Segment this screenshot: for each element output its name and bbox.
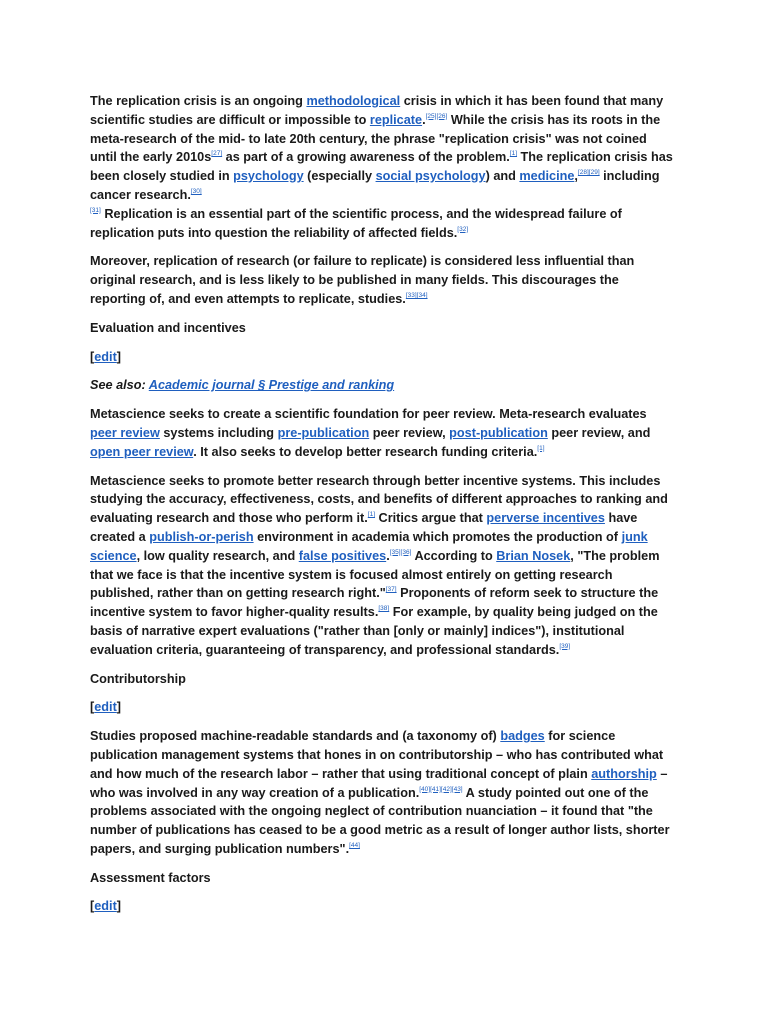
text-run: Metascience seeks to promote better research through better incentive systems. This includes studying the accuracy, effectiveness, costs, and benefits of different approaches to ranking and evaluating research and those who perform it. (90, 473, 668, 526)
citation-link[interactable]: [31] (90, 206, 101, 214)
citation-link[interactable]: [25][26] (425, 112, 448, 120)
text-run: systems including (159, 425, 278, 440)
citation-1 (537, 445, 544, 452)
text-run: The replication crisis is an ongoing (90, 94, 307, 108)
citation-link[interactable]: [33][34] (405, 291, 428, 299)
bracket: [ (90, 700, 95, 715)
text-run: including cancer research. (90, 169, 660, 202)
text-run: , (574, 169, 578, 184)
link-brian-nosek[interactable]: Brian Nosek (496, 548, 571, 563)
link-authorship[interactable]: authorship (591, 766, 657, 781)
edit-link[interactable]: edit (94, 899, 117, 914)
paragraph-replication-influence (90, 252, 675, 308)
text-run: . (386, 548, 390, 563)
citation-1 (368, 511, 375, 518)
citation-link[interactable]: [35][36] (389, 548, 412, 556)
text-run: crisis in which it has been found that many scientific studies are difficult or impossible to (90, 94, 664, 127)
edit-section-evaluation (90, 348, 675, 367)
citation-link[interactable]: [30] (190, 187, 202, 195)
text-run: peer review, (369, 425, 450, 440)
section-heading-assessment: Assessment factors (90, 870, 211, 885)
citation-25-26 (426, 113, 448, 120)
text-run: , "The problem that we face is that the incentive system is focused almost entirely on getting research published, rather than on getting research right." (90, 548, 660, 601)
link-false-positives[interactable]: false positives (298, 548, 387, 563)
text-run: According to (411, 548, 497, 563)
text-run: Moreover, replication of research (or failure to replicate) is considered less influential than original research, and is less likely to be published in many fields. This discourages the reporting of, and even attempts to replicate, studies. (90, 254, 635, 306)
bracket: [ (90, 899, 95, 914)
link-academic-journal-prestige[interactable]: Academic journal § Prestige and ranking (148, 378, 395, 393)
link-replicate[interactable]: replicate (369, 112, 423, 127)
text-run: The replication crisis has been closely studied in (90, 150, 673, 184)
link-publish-or-perish[interactable]: publish-or-perish (149, 529, 254, 544)
bracket: ] (116, 899, 122, 914)
text-run: . (422, 112, 426, 127)
link-peer-review[interactable]: peer review (90, 425, 160, 440)
citation-1 (510, 150, 517, 157)
citation-link[interactable]: [27] (211, 150, 223, 158)
text-run: ) and (485, 169, 520, 184)
text-run: for science publication management systems that hones in on contributorship – who has contributed what and how much of the research labor – rather that using traditional concept of plain (90, 729, 664, 781)
citation-33-34 (406, 292, 428, 299)
text-run: Critics argue that (375, 511, 487, 526)
text-run: Proponents of reform seek to structure the incentive system to favor higher-quality results. (90, 586, 659, 620)
link-open-peer-review[interactable]: open peer review (90, 444, 194, 459)
link-methodological[interactable]: methodological (306, 94, 401, 108)
citation-link[interactable]: [37] (385, 586, 397, 594)
text-run: Studies proposed machine-readable standards and (a taxonomy of) (90, 729, 501, 744)
section-heading-contributorship: Contributorship (90, 671, 186, 686)
text-run: Replication is an essential part of the scientific process, and the widespread failure of replication puts into question the reliability of affected fields. (90, 206, 622, 240)
citation-link[interactable]: [40][41][42][43] (419, 785, 463, 793)
edit-section-assessment (90, 897, 675, 916)
text-run: A study pointed out one of the problems associated with the ongoing neglect of contribution nuanciation – it found that "the number of publications has ceased to be a good metric as a result of longer author lists, shorter papers, and surging publication numbers". (90, 785, 670, 856)
text-run: For example, by quality being judged on the basis of narrative expert evaluations ("rather than [only or mainly] indices"), institutional evaluation criteria, guaranteeing of transparency, and professional standards. (90, 605, 658, 657)
bracket: ] (116, 349, 122, 364)
link-perverse-incentives[interactable]: perverse incentives (486, 511, 605, 526)
link-social-psychology[interactable]: social psychology (375, 169, 486, 184)
text-run: as part of a growing awareness of the problem. (222, 150, 510, 165)
link-post-publication[interactable]: post-publication (449, 425, 548, 440)
link-pre-publication[interactable]: pre-publication (277, 425, 370, 440)
section-heading-evaluation: Evaluation and incentives (90, 320, 246, 335)
paragraph-contributorship (90, 727, 675, 859)
citation-31 (90, 207, 101, 214)
link-badges[interactable]: badges (500, 729, 545, 744)
edit-section-contributorship (90, 698, 675, 717)
text-run: . It also seeks to develop better research funding criteria. (193, 444, 538, 459)
citation-link[interactable]: [38] (378, 605, 390, 613)
citation-link[interactable]: [1] (537, 444, 545, 452)
paragraph-replication-crisis (90, 92, 675, 242)
edit-link[interactable]: edit (94, 700, 117, 715)
citation-link[interactable]: [32] (457, 225, 469, 233)
article-body (90, 92, 675, 926)
link-junk-science[interactable]: junk science (90, 529, 648, 563)
text-run: Metascience seeks to create a scientific foundation for peer review. Meta-research evaluates (90, 407, 647, 422)
text-run: peer review, and (547, 425, 651, 440)
citation-32 (457, 226, 468, 233)
citation-37 (386, 586, 397, 593)
paragraph-incentive-systems (90, 472, 675, 660)
bracket: [ (90, 349, 95, 364)
text-run: While the crisis has its roots in the meta-research of the mid- to late 20th century, the phrase "replication crisis" was not coined until the early 2010s (90, 112, 661, 165)
text-run: , low quality research, and (136, 548, 299, 563)
citation-38 (378, 605, 389, 612)
citation-link[interactable]: [44] (349, 841, 360, 849)
citation-link[interactable]: [1] (367, 511, 376, 519)
citation-35-36 (390, 549, 412, 556)
citation-40-43 (419, 786, 462, 793)
text-run: have created a (90, 511, 638, 544)
citation-44 (349, 842, 360, 849)
link-psychology[interactable]: psychology (233, 169, 304, 184)
citation-link[interactable]: [39] (559, 642, 571, 650)
see-also-note (90, 376, 675, 395)
citation-link[interactable]: [28][29] (577, 169, 600, 177)
citation-27 (211, 150, 222, 157)
link-medicine[interactable]: medicine (519, 169, 575, 184)
text-run: – who was involved in any way creation of a publication. (90, 766, 668, 800)
citation-link[interactable]: [1] (509, 150, 518, 158)
see-also-label: See also: (90, 378, 149, 393)
citation-39 (559, 643, 570, 650)
text-run: environment in academia which promotes the production of (253, 529, 622, 544)
bracket: ] (116, 700, 122, 715)
paragraph-peer-review (90, 405, 675, 461)
citation-28-29 (578, 169, 600, 176)
edit-link[interactable]: edit (94, 349, 117, 364)
text-run: (especially (303, 169, 376, 184)
citation-30 (191, 188, 202, 195)
